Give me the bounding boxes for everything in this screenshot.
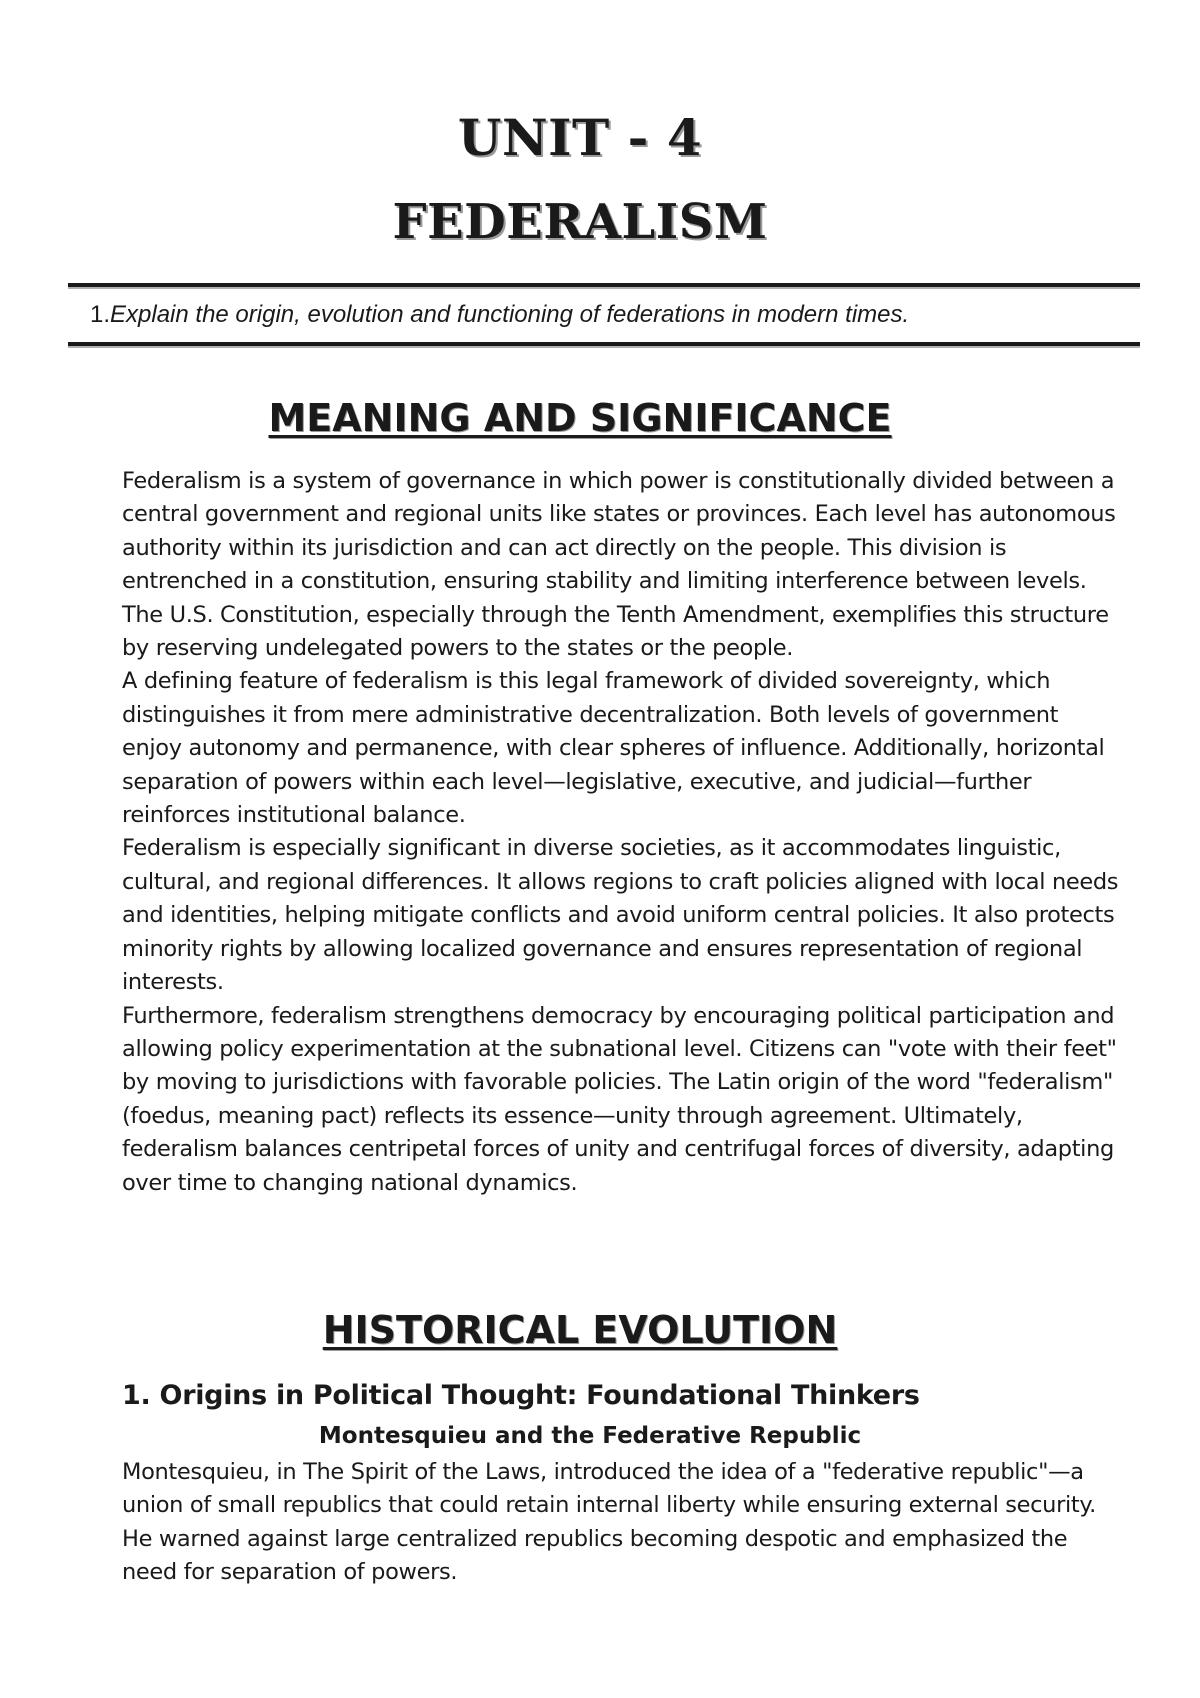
topic-heading: Montesquieu and the Federative Republic: [318, 1423, 862, 1449]
question-bottom-rule: [68, 342, 1140, 346]
paragraph: A defining feature of federalism is this legal framework of divided sovereignty, which distinguishes it from mere administrative decentralization. Both levels of government enjoy autonomy and permanence, with clear spheres of influence. Additionally, horizontal separation of powers within each level—legislative, executive, and judicial—further reinforces institutional balance.: [122, 668, 1105, 829]
question-top-rule: [68, 283, 1140, 287]
paragraph: Furthermore, federalism strengthens democracy by encouraging political participation and allowing policy experimentation at the subnational level. Citizens can "vote with their feet" by moving to jurisdictions with favorable policies. The Latin origin of the word "federalism" (foedus, meaning pact) reflects its essence—unity through agreement. Ultimately, federalism balances centripetal forces of unity and centrifugal forces of diversity, adapting over time to changing national dynamics.: [122, 1002, 1117, 1196]
montesquieu-body: [122, 1456, 1122, 1590]
section-heading-meaning: MEANING AND SIGNIFICANCE: [268, 396, 892, 440]
meaning-body: [122, 465, 1122, 1200]
paragraph: Federalism is a system of governance in which power is constitutionally divided between a central government and regional units like states or provinces. Each level has autonomous authority within its jurisdiction and can act directly on the people. This division is entrenched in a constitution, ensuring stability and limiting interference between levels. The U.S. Constitution, especially through the Tenth Amendment, exemplifies this structure by reserving undelegated powers to the states or the people.: [122, 468, 1116, 662]
unit-topic-title: FEDERALISM: [392, 194, 768, 250]
section-heading-history: HISTORICAL EVOLUTION: [322, 1308, 838, 1352]
question-box: [90, 298, 1130, 332]
subsection-heading: 1. Origins in Political Thought: Foundational Thinkers: [122, 1380, 920, 1411]
question-text: Explain the origin, evolution and functioning of federations in modern times.: [110, 301, 910, 328]
question-number: 1.: [90, 301, 111, 328]
paragraph: Federalism is especially significant in diverse societies, as it accommodates linguistic, cultural, and regional differences. It allows regions to craft policies aligned with local needs and identities, helping mitigate conflicts and avoid uniform central policies. It also protects minority rights by allowing localized governance and ensures representation of regional interests.: [122, 835, 1119, 996]
unit-number-title: UNIT - 4: [457, 108, 703, 167]
paragraph: Montesquieu, in The Spirit of the Laws, introduced the idea of a "federative republic"—a union of small republics that could retain internal liberty while ensuring external security. He warned against large centralized republics becoming despotic and emphasized the need for separation of powers.: [122, 1459, 1096, 1586]
